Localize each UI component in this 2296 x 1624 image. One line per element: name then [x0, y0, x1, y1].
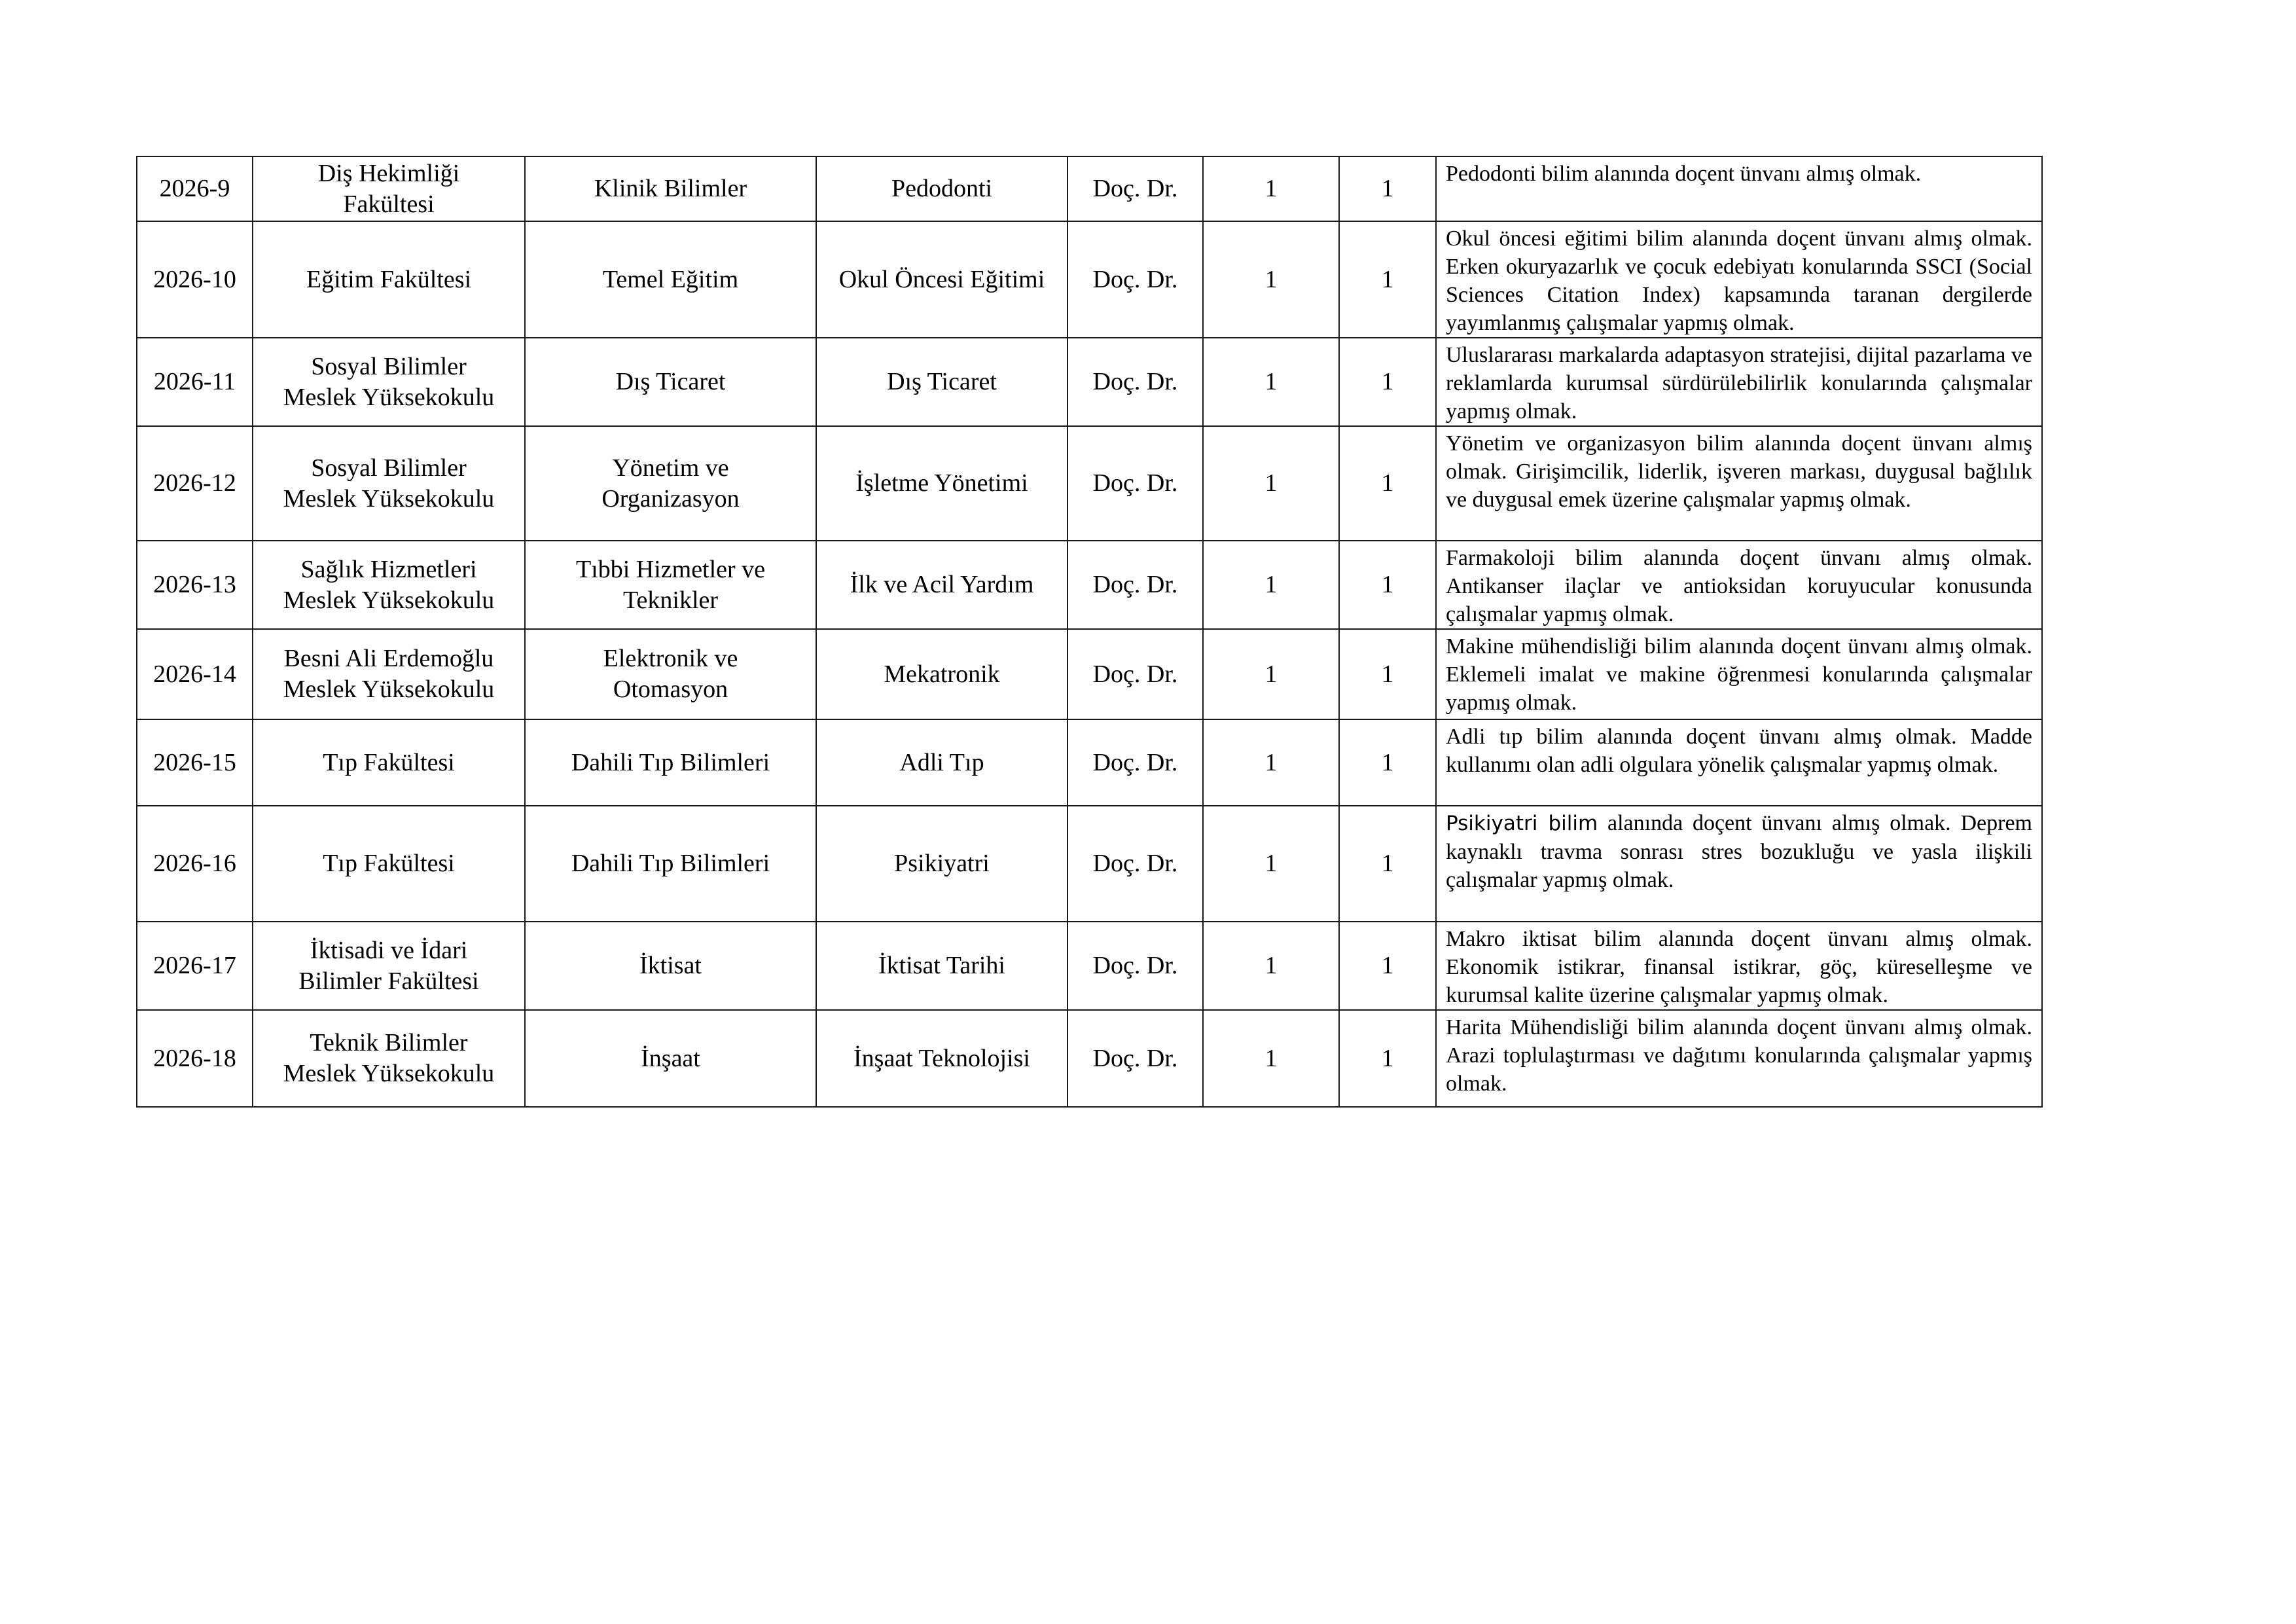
position-count: 1 — [1203, 1010, 1339, 1107]
academic-unit: İktisadi ve İdari Bilimler Fakültesi — [253, 922, 525, 1010]
degree: 1 — [1339, 426, 1436, 541]
position-count: 1 — [1203, 719, 1339, 806]
academic-title: Doç. Dr. — [1067, 221, 1203, 338]
table-row — [137, 156, 2042, 221]
academic-title: Doç. Dr. — [1067, 922, 1203, 1010]
requirement-lead: Psikiyatri bilim — [1446, 812, 1598, 835]
degree: 1 — [1339, 541, 1436, 629]
academic-unit: Besni Ali Erdemoğlu Meslek Yüksekokulu — [253, 629, 525, 719]
field: İlk ve Acil Yardım — [816, 541, 1067, 629]
field: Psikiyatri — [816, 806, 1067, 922]
academic-title: Doç. Dr. — [1067, 719, 1203, 806]
position-code: 2026-11 — [137, 338, 253, 426]
department: İnşaat — [525, 1010, 816, 1107]
requirement: Yönetim ve organizasyon bilim alanında doçent ünvanı almış olmak. Girişimcilik, liderlik, işveren markası, duygusal bağlılık ve duygusal emek üzerine çalışmalar yapmış olmak. — [1436, 426, 2042, 541]
field: İktisat Tarihi — [816, 922, 1067, 1010]
academic-unit: Teknik Bilimler Meslek Yüksekokulu — [253, 1010, 525, 1107]
position-code: 2026-14 — [137, 629, 253, 719]
degree: 1 — [1339, 629, 1436, 719]
degree: 1 — [1339, 156, 1436, 221]
academic-unit: Sağlık Hizmetleri Meslek Yüksekokulu — [253, 541, 525, 629]
department: Yönetim ve Organizasyon — [525, 426, 816, 541]
requirement-rest: alanında doçent ünvanı almış olmak. Deprem kaynaklı travma sonrası stres bozukluğu ve yasla ilişkili çalışmalar yapmış olmak. — [1446, 811, 2032, 892]
field: Mekatronik — [816, 629, 1067, 719]
field: Okul Öncesi Eğitimi — [816, 221, 1067, 338]
table-row — [137, 922, 2042, 1010]
position-count: 1 — [1203, 922, 1339, 1010]
table-body — [137, 156, 2042, 1107]
degree: 1 — [1339, 806, 1436, 922]
position-code: 2026-18 — [137, 1010, 253, 1107]
position-code: 2026-10 — [137, 221, 253, 338]
department: Temel Eğitim — [525, 221, 816, 338]
degree: 1 — [1339, 719, 1436, 806]
degree: 1 — [1339, 1010, 1436, 1107]
field: Dış Ticaret — [816, 338, 1067, 426]
table-row — [137, 629, 2042, 719]
academic-title: Doç. Dr. — [1067, 426, 1203, 541]
position-code: 2026-16 — [137, 806, 253, 922]
degree: 1 — [1339, 922, 1436, 1010]
academic-positions-table — [136, 156, 2043, 1108]
degree: 1 — [1339, 221, 1436, 338]
table-row — [137, 221, 2042, 338]
requirement: Farmakoloji bilim alanında doçent ünvanı almış olmak. Antikanser ilaçlar ve antioksidan koruyucular konusunda çalışmalar yapmış olmak. — [1436, 541, 2042, 629]
table-row — [137, 719, 2042, 806]
table-row — [137, 1010, 2042, 1107]
department: Elektronik ve Otomasyon — [525, 629, 816, 719]
academic-unit: Sosyal Bilimler Meslek Yüksekokulu — [253, 338, 525, 426]
requirement: Pedodonti bilim alanında doçent ünvanı almış olmak. — [1436, 156, 2042, 221]
field: Adli Tıp — [816, 719, 1067, 806]
requirement — [1436, 806, 2042, 922]
degree: 1 — [1339, 338, 1436, 426]
position-code: 2026-9 — [137, 156, 253, 221]
field: İnşaat Teknolojisi — [816, 1010, 1067, 1107]
position-count: 1 — [1203, 221, 1339, 338]
academic-unit: Eğitim Fakültesi — [253, 221, 525, 338]
field: İşletme Yönetimi — [816, 426, 1067, 541]
requirement: Okul öncesi eğitimi bilim alanında doçent ünvanı almış olmak. Erken okuryazarlık ve çocuk edebiyatı konularında SSCI (Social Sciences Citation Index) kapsamında taranan dergilerde yayımlanmış çalışmalar yapmış olmak. — [1436, 221, 2042, 338]
department: Dahili Tıp Bilimleri — [525, 806, 816, 922]
academic-unit: Sosyal Bilimler Meslek Yüksekokulu — [253, 426, 525, 541]
field: Pedodonti — [816, 156, 1067, 221]
position-count: 1 — [1203, 629, 1339, 719]
academic-title: Doç. Dr. — [1067, 1010, 1203, 1107]
academic-title: Doç. Dr. — [1067, 156, 1203, 221]
academic-unit: Tıp Fakültesi — [253, 806, 525, 922]
table-row — [137, 338, 2042, 426]
table-row — [137, 426, 2042, 541]
position-code: 2026-12 — [137, 426, 253, 541]
position-code: 2026-15 — [137, 719, 253, 806]
academic-title: Doç. Dr. — [1067, 338, 1203, 426]
department: Dış Ticaret — [525, 338, 816, 426]
academic-unit: Diş Hekimliği Fakültesi — [253, 156, 525, 221]
requirement: Adli tıp bilim alanında doçent ünvanı almış olmak. Madde kullanımı olan adli olgulara yönelik çalışmalar yapmış olmak. — [1436, 719, 2042, 806]
academic-title: Doç. Dr. — [1067, 806, 1203, 922]
table-row — [137, 541, 2042, 629]
requirement: Makro iktisat bilim alanında doçent ünvanı almış olmak. Ekonomik istikrar, finansal istikrar, göç, küreselleşme ve kurumsal kalite üzerine çalışmalar yapmış olmak. — [1436, 922, 2042, 1010]
position-code: 2026-13 — [137, 541, 253, 629]
academic-unit: Tıp Fakültesi — [253, 719, 525, 806]
position-count: 1 — [1203, 806, 1339, 922]
academic-title: Doç. Dr. — [1067, 629, 1203, 719]
academic-title: Doç. Dr. — [1067, 541, 1203, 629]
department: Klinik Bilimler — [525, 156, 816, 221]
department: Tıbbi Hizmetler ve Teknikler — [525, 541, 816, 629]
position-count: 1 — [1203, 541, 1339, 629]
position-count: 1 — [1203, 426, 1339, 541]
position-count: 1 — [1203, 156, 1339, 221]
position-count: 1 — [1203, 338, 1339, 426]
department: İktisat — [525, 922, 816, 1010]
requirement: Makine mühendisliği bilim alanında doçent ünvanı almış olmak. Eklemeli imalat ve makine öğrenmesi konularında çalışmalar yapmış olmak. — [1436, 629, 2042, 719]
department: Dahili Tıp Bilimleri — [525, 719, 816, 806]
requirement: Uluslararası markalarda adaptasyon stratejisi, dijital pazarlama ve reklamlarda kurumsal sürdürülebilirlik konularında çalışmalar yapmış olmak. — [1436, 338, 2042, 426]
position-code: 2026-17 — [137, 922, 253, 1010]
requirement: Harita Mühendisliği bilim alanında doçent ünvanı almış olmak. Arazi toplulaştırması ve dağıtımı konularında çalışmalar yapmış olmak. — [1436, 1010, 2042, 1107]
table-row — [137, 806, 2042, 922]
